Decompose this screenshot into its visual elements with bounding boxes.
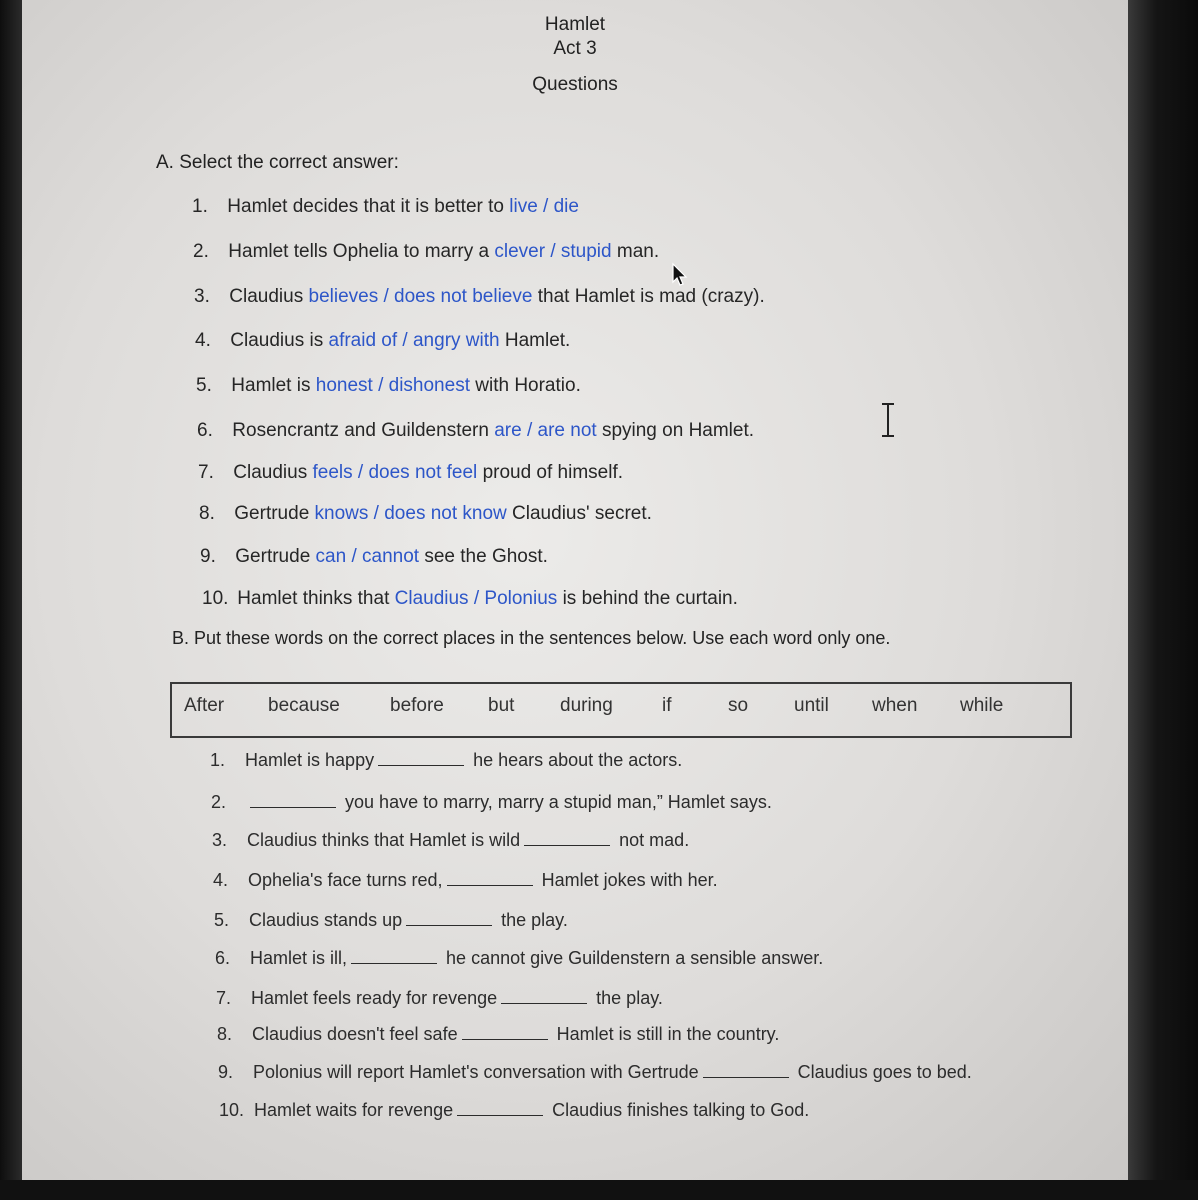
question-text: Claudius — [233, 462, 313, 483]
sentence-b-9 — [218, 1062, 972, 1083]
ibeam-cursor-icon — [878, 402, 898, 438]
sentence-text-end: he hears about the actors. — [473, 750, 683, 770]
monitor-bezel-right — [1128, 0, 1198, 1200]
word-bank-item: before — [390, 695, 444, 716]
word-bank-item: After — [184, 695, 225, 716]
answer-blank[interactable] — [524, 832, 610, 846]
sentence-number: 1. — [210, 750, 226, 770]
question-text-end: see the Ghost. — [424, 546, 548, 567]
sentence-b-2 — [211, 792, 772, 813]
sentence-text: Claudius thinks that Hamlet is wild — [247, 830, 521, 850]
question-text: Gertrude — [235, 546, 316, 567]
answer-blank[interactable] — [250, 794, 336, 808]
question-text: Hamlet decides that it is better to — [227, 196, 510, 217]
question-text: Claudius is — [230, 330, 329, 351]
worksheet-page — [22, 0, 1128, 1180]
question-a-4 — [195, 330, 570, 352]
question-a-2 — [193, 241, 659, 263]
question-text-end: Hamlet. — [504, 330, 571, 351]
word-bank-item: but — [488, 695, 515, 716]
answer-options[interactable]: afraid of / angry with — [328, 330, 500, 351]
sentence-b-4 — [213, 870, 718, 891]
answer-blank[interactable] — [406, 912, 492, 926]
question-text-end: is behind the curtain. — [562, 588, 738, 609]
question-text: Hamlet tells Ophelia to marry a — [228, 241, 495, 262]
monitor-bezel-bottom — [0, 1180, 1198, 1200]
question-a-1 — [192, 196, 579, 218]
sentence-number: 9. — [218, 1062, 234, 1082]
question-number: 3. — [194, 286, 210, 307]
sentence-text-end: you have to marry, marry a stupid man,” Hamlet says. — [345, 792, 772, 812]
word-bank-item: until — [794, 695, 829, 716]
sentence-b-3 — [212, 830, 689, 851]
sentence-b-6 — [215, 948, 823, 969]
answer-blank[interactable] — [703, 1064, 789, 1078]
doc-title: Hamlet — [544, 14, 606, 35]
sentence-text: Claudius doesn't feel safe — [252, 1024, 458, 1044]
question-a-5 — [196, 375, 581, 397]
question-number: 2. — [193, 241, 209, 262]
word-bank-item: while — [960, 695, 1004, 716]
answer-options[interactable]: feels / does not feel — [312, 462, 478, 483]
question-a-7 — [198, 462, 623, 484]
question-text-end: Claudius' secret. — [512, 503, 652, 524]
sentence-text: Hamlet waits for revenge — [254, 1100, 454, 1120]
answer-options[interactable]: can / cannot — [315, 546, 420, 567]
answer-options[interactable]: honest / dishonest — [315, 375, 470, 396]
question-text: Gertrude — [234, 503, 315, 524]
doc-act: Act 3 — [553, 38, 597, 59]
sentence-text-end: Hamlet jokes with her. — [541, 870, 718, 890]
answer-options[interactable]: live / die — [509, 196, 579, 217]
answer-options[interactable]: believes / does not believe — [308, 286, 533, 307]
sentence-number: 10. — [219, 1100, 245, 1120]
question-number: 6. — [197, 420, 213, 441]
sentence-b-10 — [219, 1100, 809, 1121]
question-number: 5. — [196, 375, 212, 396]
sentence-text-end: he cannot give Guildenstern a sensible answer. — [446, 948, 824, 968]
question-text-end: that Hamlet is mad (crazy). — [537, 286, 765, 307]
question-a-6 — [197, 420, 754, 442]
answer-options[interactable]: clever / stupid — [494, 241, 612, 262]
question-a-9 — [200, 546, 548, 568]
sentence-text-end: Claudius goes to bed. — [797, 1062, 972, 1082]
section-b-title: B. Put these words on the correct places in the sentences below. Use each word only one. — [172, 628, 891, 648]
sentence-number: 6. — [215, 948, 231, 968]
question-number: 7. — [198, 462, 214, 483]
question-number: 8. — [199, 503, 215, 524]
sentence-number: 8. — [217, 1024, 233, 1044]
sentence-number: 4. — [213, 870, 229, 890]
answer-options[interactable]: Claudius / Polonius — [394, 588, 558, 609]
question-a-8 — [199, 503, 652, 525]
sentence-text: Claudius stands up — [249, 910, 403, 930]
monitor-bezel-left — [0, 0, 22, 1200]
sentence-text: Hamlet is happy — [245, 750, 375, 770]
sentence-b-1 — [210, 750, 682, 771]
sentence-text-end: the play. — [501, 910, 568, 930]
word-bank-item: because — [268, 695, 340, 716]
sentence-text: Ophelia's face turns red, — [248, 870, 443, 890]
sentence-text-end: the play. — [596, 988, 663, 1008]
question-number: 9. — [200, 546, 216, 567]
question-text: Claudius — [229, 286, 309, 307]
question-number: 1. — [192, 196, 208, 217]
sentence-text-end: Claudius finishes talking to God. — [552, 1100, 810, 1120]
section-a-title: A. Select the correct answer: — [156, 152, 399, 173]
sentence-text: Polonius will report Hamlet's conversation with Gertrude — [253, 1062, 699, 1082]
sentence-b-5 — [214, 910, 568, 931]
word-bank-item: when — [872, 695, 918, 716]
sentence-b-8 — [217, 1024, 779, 1045]
sentence-text-end: not mad. — [619, 830, 690, 850]
sentence-b-7 — [216, 988, 663, 1009]
question-text-end: proud of himself. — [482, 462, 624, 483]
sentence-text: Hamlet is ill, — [250, 948, 348, 968]
question-number: 10. — [202, 588, 229, 609]
word-bank-item: if — [662, 695, 672, 716]
word-bank-item: during — [560, 695, 613, 716]
sentence-number: 3. — [212, 830, 228, 850]
question-text-end: man. — [616, 241, 660, 262]
answer-options[interactable]: knows / does not know — [314, 503, 507, 524]
doc-subtitle: Questions — [532, 74, 618, 95]
answer-blank[interactable] — [378, 752, 464, 766]
question-text: Rosencrantz and Guildenstern — [232, 420, 495, 441]
question-number: 4. — [195, 330, 211, 351]
answer-blank[interactable] — [447, 872, 533, 886]
sentence-number: 2. — [211, 792, 227, 812]
answer-options[interactable]: are / are not — [494, 420, 597, 441]
question-text: Hamlet is — [231, 375, 316, 396]
answer-blank[interactable] — [457, 1102, 543, 1116]
question-text-end: with Horatio. — [475, 375, 581, 396]
answer-blank[interactable] — [462, 1026, 548, 1040]
question-text-end: spying on Hamlet. — [601, 420, 755, 441]
word-bank — [170, 682, 1072, 738]
answer-blank[interactable] — [501, 990, 587, 1004]
sentence-number: 7. — [216, 988, 232, 1008]
question-text: Hamlet thinks that — [237, 588, 395, 609]
arrow-cursor-icon — [671, 262, 689, 288]
sentence-number: 5. — [214, 910, 230, 930]
word-bank-item: so — [728, 695, 749, 716]
sentence-text-end: Hamlet is still in the country. — [556, 1024, 780, 1044]
question-a-10 — [202, 588, 738, 610]
sentence-text: Hamlet feels ready for revenge — [251, 988, 498, 1008]
question-a-3 — [194, 286, 765, 308]
answer-blank[interactable] — [351, 950, 437, 964]
